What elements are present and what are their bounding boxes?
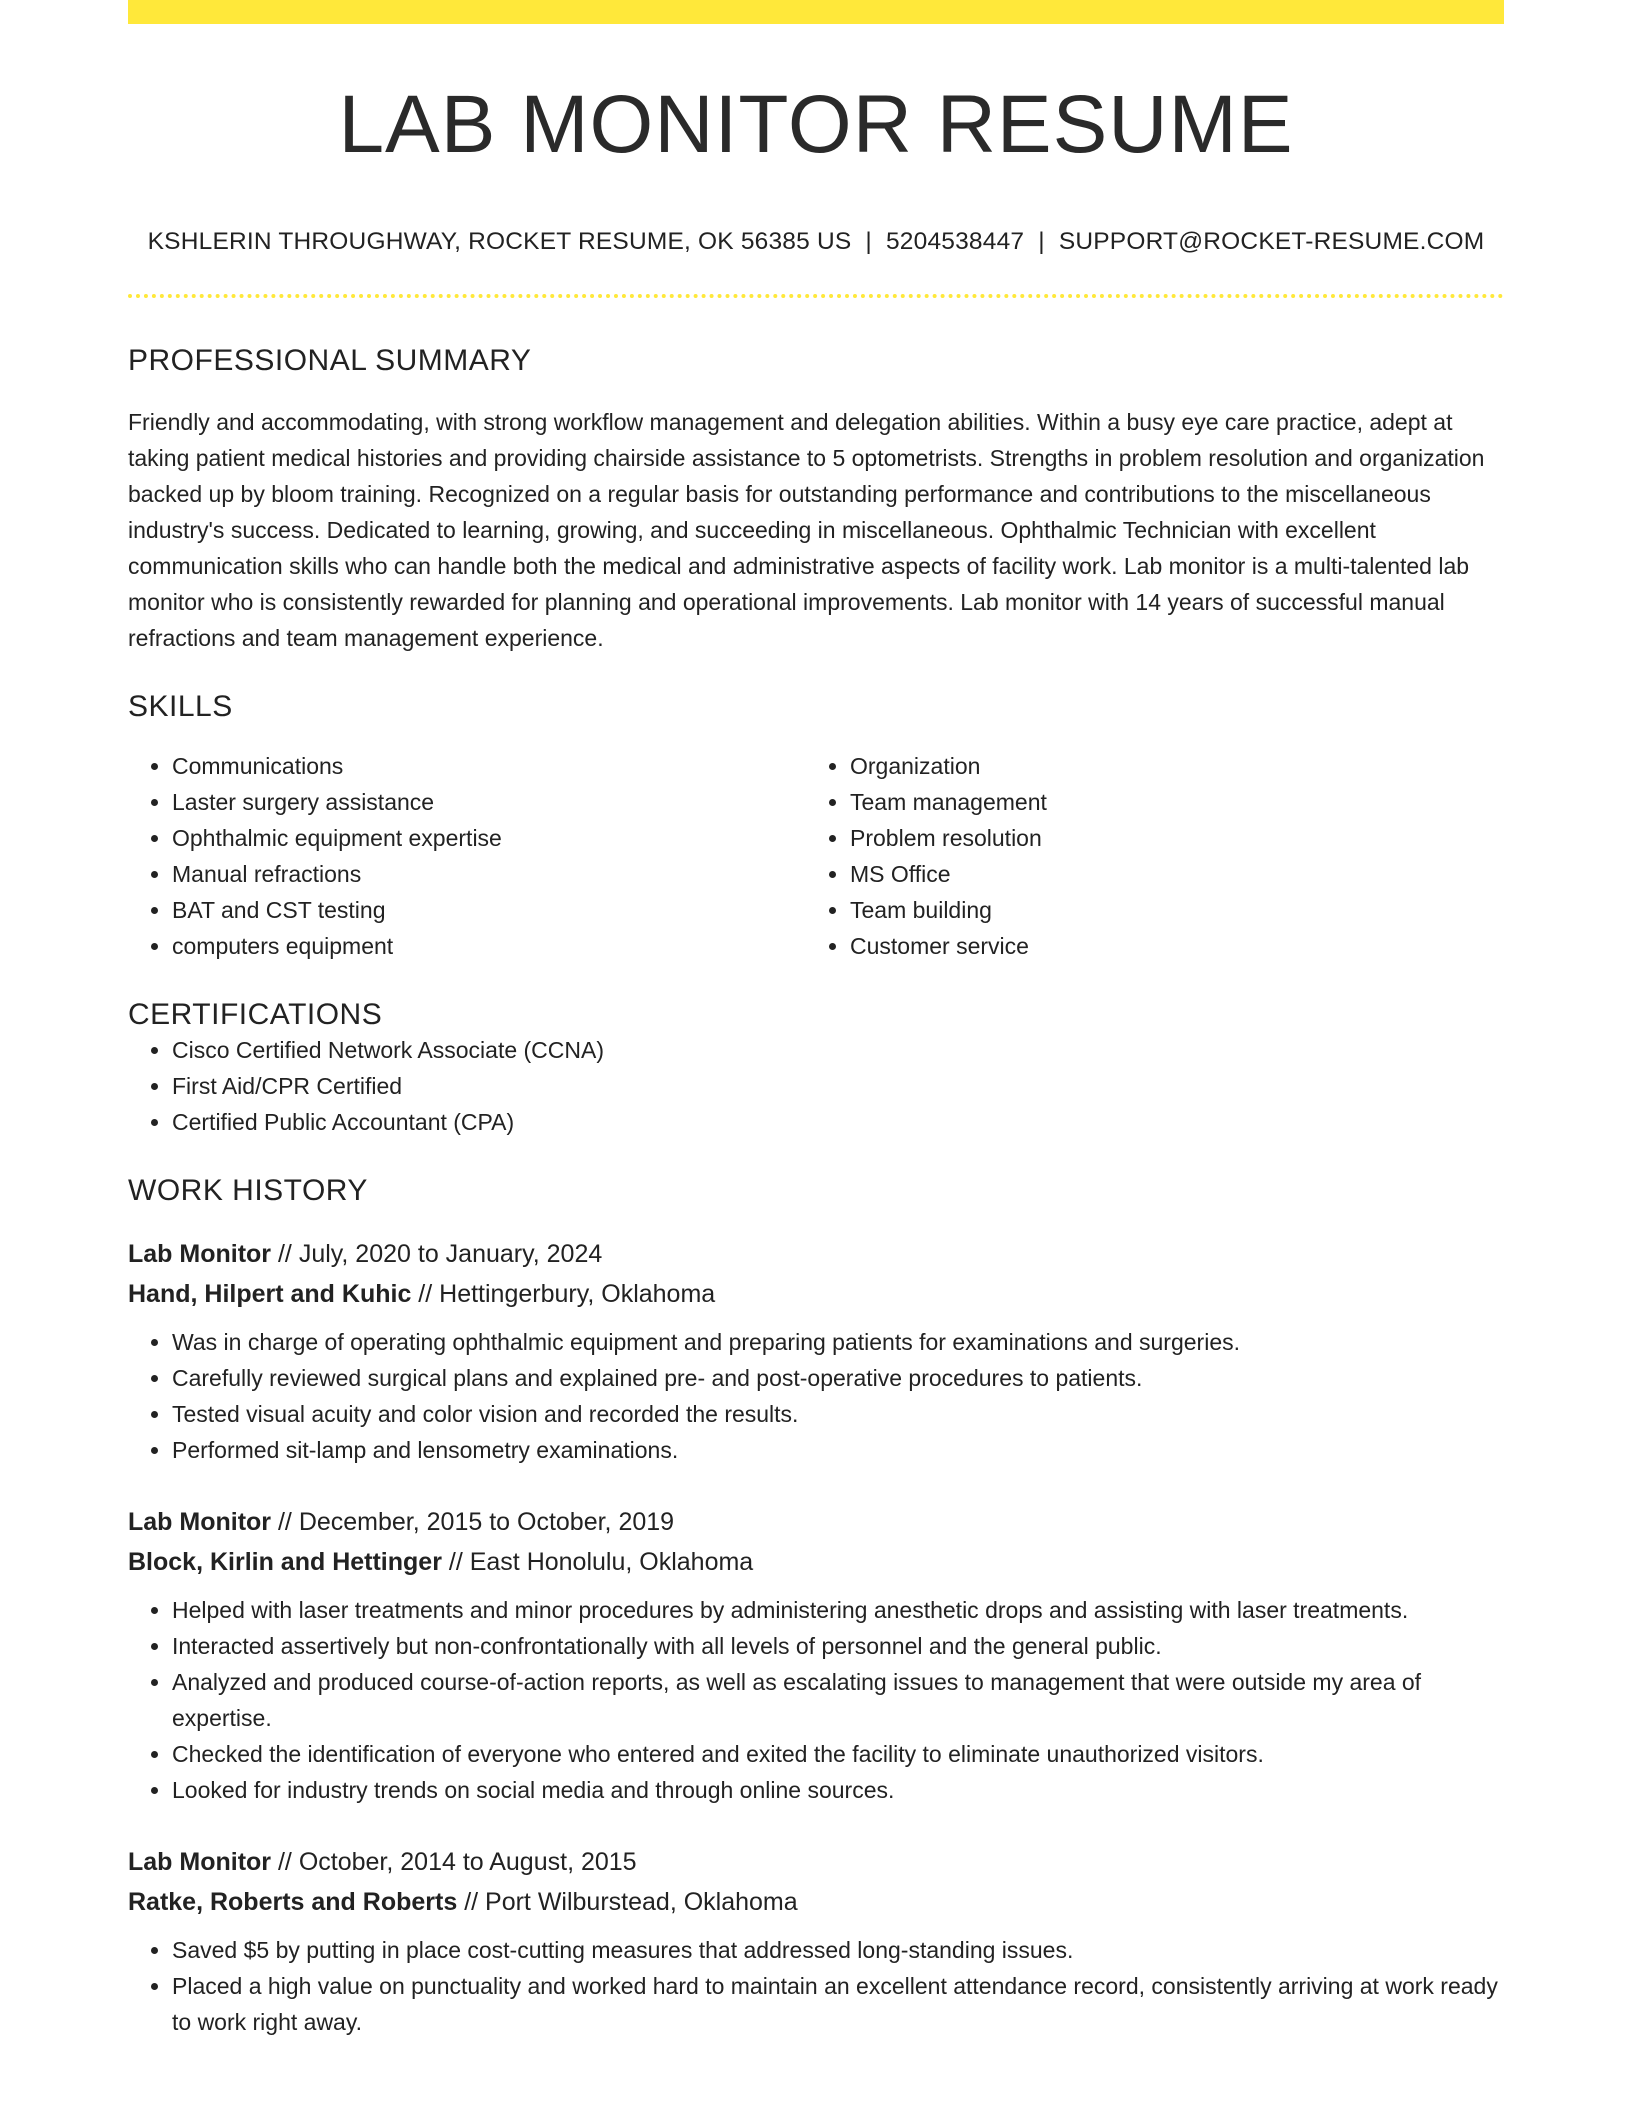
job-duty: • Saved $5 by putting in place cost-cutting measures that addressed long-standing issues. — [172, 1932, 1504, 1968]
skill-item: • computers equipment — [172, 928, 806, 964]
job-company-line — [128, 1542, 1504, 1582]
job-role-line — [128, 1842, 1504, 1882]
job-duty: • Analyzed and produced course-of-action reports, as well as escalating issues to management that were outside my area of expertise. — [172, 1664, 1504, 1736]
job-dates: // December, 2015 to October, 2019 — [271, 1508, 675, 1537]
job-duty: • Checked the identification of everyone who entered and exited the facility to eliminate unauthorized visitors. — [172, 1736, 1504, 1772]
skill-item: • Laster surgery assistance — [172, 784, 806, 820]
skills-list-left — [128, 748, 806, 964]
skill-item: • Problem resolution — [850, 820, 1484, 856]
job-dates: // July, 2020 to January, 2024 — [271, 1240, 603, 1269]
job-duty: • Carefully reviewed surgical plans and explained pre- and post-operative procedures to patients. — [172, 1360, 1504, 1396]
skill-item: • Team management — [850, 784, 1484, 820]
certification-item: • First Aid/CPR Certified — [172, 1068, 1504, 1104]
job-duty: • Was in charge of operating ophthalmic equipment and preparing patients for examinations and surgeries. — [172, 1324, 1504, 1360]
summary-heading: PROFESSIONAL SUMMARY — [128, 344, 532, 378]
job-role-line — [128, 1234, 1504, 1274]
dotted-divider — [128, 294, 1504, 298]
job-duty: • Placed a high value on punctuality and worked hard to maintain an excellent attendance record, consistently arriving at work ready to work right away. — [172, 1968, 1504, 2040]
resume-page — [128, 0, 1504, 2040]
job-location: // Port Wilburstead, Oklahoma — [457, 1888, 798, 1917]
job-duties-list — [128, 1932, 1504, 2040]
job-location: // Hettingerbury, Oklahoma — [411, 1280, 716, 1309]
summary-text: Friendly and accommodating, with strong workflow management and delegation abilities. Within a busy eye care practice, adept at taking patient medical histories and providing chairside assistance to 5 optometrists. Strengths in problem resolution and organization backed up by bloom training. Recognized on a regular basis for outstanding performance and contributions to the miscellaneous industry's success. Dedicated to learning, growing, and succeeding in miscellaneous. Ophthalmic Technician with excellent communication skills who can handle both the medical and administrative aspects of facility work. Lab monitor is a multi-talented lab monitor who is consistently rewarded for planning and operational improvements. Lab monitor with 14 years of successful manual refractions and team management experience. — [128, 409, 1485, 652]
certifications-list — [128, 1032, 1504, 1140]
skill-item: • MS Office — [850, 856, 1484, 892]
job-company-line — [128, 1274, 1504, 1314]
skill-item: • Manual refractions — [172, 856, 806, 892]
skill-item: • Organization — [850, 748, 1484, 784]
skills-heading: SKILLS — [128, 690, 233, 724]
skills-columns — [128, 748, 1504, 964]
job-entry — [128, 1842, 1504, 2040]
job-company: Ratke, Roberts and Roberts — [128, 1888, 458, 1917]
skill-item: • Ophthalmic equipment expertise — [172, 820, 806, 856]
accent-top-bar — [128, 0, 1504, 24]
job-company: Hand, Hilpert and Kuhic — [128, 1280, 412, 1309]
job-company: Block, Kirlin and Hettinger — [128, 1548, 442, 1577]
certification-item: • Certified Public Accountant (CPA) — [172, 1104, 1504, 1140]
job-dates: // October, 2014 to August, 2015 — [271, 1848, 637, 1877]
skill-item: • Customer service — [850, 928, 1484, 964]
job-duties-list — [128, 1324, 1504, 1468]
work-history-heading: WORK HISTORY — [128, 1174, 368, 1208]
job-duty: • Interacted assertively but non-confrontationally with all levels of personnel and the general public. — [172, 1628, 1504, 1664]
skills-list-right — [806, 748, 1484, 964]
resume-title: LAB MONITOR RESUME — [338, 79, 1294, 170]
contact-email: SUPPORT@ROCKET-RESUME.COM — [1058, 228, 1485, 256]
contact-line — [128, 228, 1504, 256]
skill-item: • BAT and CST testing — [172, 892, 806, 928]
contact-phone: 5204538447 — [885, 228, 1025, 256]
job-company-line — [128, 1882, 1504, 1922]
skill-item: • Team building — [850, 892, 1484, 928]
contact-address: KSHLERIN THROUGHWAY, ROCKET RESUME, OK 56385 US — [147, 228, 852, 256]
skill-item: • Communications — [172, 748, 806, 784]
job-duties-list — [128, 1592, 1504, 1808]
contact-separator: | — [865, 228, 872, 256]
certifications-heading: CERTIFICATIONS — [128, 998, 383, 1032]
job-role: Lab Monitor — [128, 1508, 272, 1537]
job-entry — [128, 1502, 1504, 1808]
job-role: Lab Monitor — [128, 1240, 272, 1269]
job-duty: • Tested visual acuity and color vision and recorded the results. — [172, 1396, 1504, 1432]
contact-separator: | — [1038, 228, 1045, 256]
certification-item: • Cisco Certified Network Associate (CCNA) — [172, 1032, 1504, 1068]
job-role-line — [128, 1502, 1504, 1542]
job-location: // East Honolulu, Oklahoma — [441, 1548, 754, 1577]
job-duty: • Performed sit-lamp and lensometry examinations. — [172, 1432, 1504, 1468]
job-duty: • Looked for industry trends on social media and through online sources. — [172, 1772, 1504, 1808]
job-entry — [128, 1234, 1504, 1468]
job-duty: • Helped with laser treatments and minor procedures by administering anesthetic drops and assisting with laser treatments. — [172, 1592, 1504, 1628]
job-role: Lab Monitor — [128, 1848, 272, 1877]
